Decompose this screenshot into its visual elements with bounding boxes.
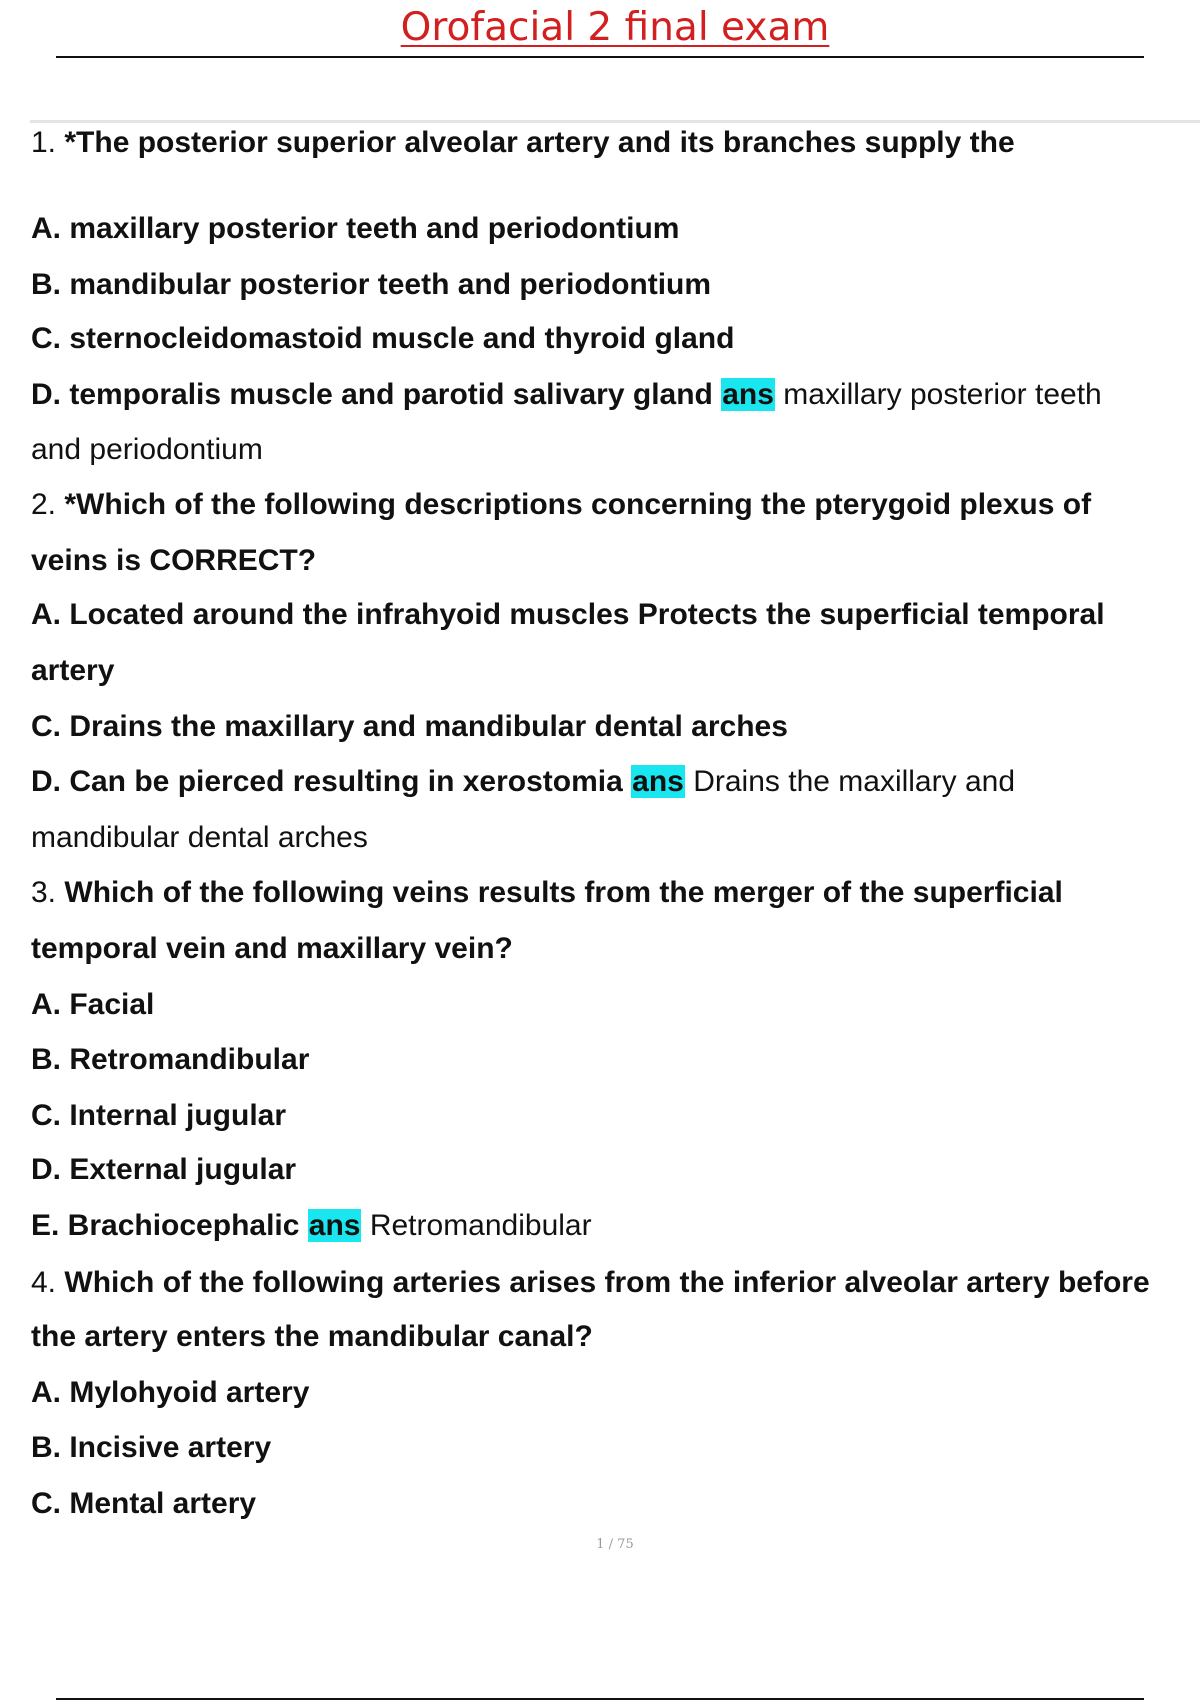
question-1-stem [31, 123, 1199, 163]
question-3-option-c: C. Internal jugular [31, 1099, 287, 1132]
question-4-stem-continuation: the artery enters the mandibular canal? [31, 1320, 593, 1353]
question-3-stem-continuation: temporal vein and maxillary vein? [31, 932, 513, 965]
answer-text: Retromandibular [369, 1209, 592, 1242]
page-number: 1 / 75 [596, 1537, 634, 1552]
question-4-option-c: C. Mental artery [31, 1487, 257, 1520]
question-4-stem [31, 1263, 1199, 1303]
answer-label-highlight: ans [722, 378, 774, 411]
question-4-option-b: B. Incisive artery [31, 1431, 272, 1464]
question-text: Which of the following veins results from the merger of the superficial [64, 876, 1063, 909]
document-title: Orofacial 2 final exam [400, 5, 830, 50]
question-2-option-d [31, 762, 1199, 802]
question-text: *The posterior superior alveolar artery and its branches supply the [64, 126, 1015, 159]
option-text: D. temporalis muscle and parotid salivary gland [31, 378, 713, 411]
answer-label-highlight: ans [308, 1209, 361, 1242]
question-number: 3. [31, 876, 57, 909]
answer-text: Drains the maxillary and [693, 765, 1015, 798]
question-2-stem-continuation: veins is CORRECT? [31, 544, 317, 577]
question-4-option-a: A. Mylohyoid artery [31, 1376, 310, 1409]
question-3-option-a: A. Facial [31, 988, 155, 1021]
question-number: 4. [31, 1266, 57, 1299]
option-text: E. Brachiocephalic [31, 1209, 300, 1242]
question-1-option-c: C. sternocleidomastoid muscle and thyroid gland [31, 322, 735, 355]
question-1-option-d [31, 375, 1199, 415]
question-1-option-a: A. maxillary posterior teeth and periodontium [31, 212, 680, 245]
question-text: Which of the following arteries arises from the inferior alveolar artery before [64, 1266, 1150, 1299]
title-underline-rule [56, 56, 1144, 58]
question-3-option-e [31, 1206, 1199, 1246]
question-2-option-c: C. Drains the maxillary and mandibular dental arches [31, 710, 788, 743]
question-text: *Which of the following descriptions concerning the pterygoid plexus of [64, 488, 1092, 521]
question-3-stem [31, 873, 1199, 913]
question-2-option-a-continuation: artery [31, 654, 115, 687]
answer-text: maxillary posterior teeth [783, 378, 1102, 411]
question-1-option-b: B. mandibular posterior teeth and periodontium [31, 268, 712, 301]
answer-label-highlight: ans [632, 765, 684, 798]
option-text: D. Can be pierced resulting in xerostomia [31, 765, 623, 798]
question-3-option-b: B. Retromandibular [31, 1043, 310, 1076]
question-2-option-a: A. Located around the infrahyoid muscles Protects the superficial temporal [31, 598, 1105, 631]
question-number: 1. [31, 126, 57, 159]
question-3-option-d: D. External jugular [31, 1153, 297, 1186]
question-1-answer-continuation: and periodontium [31, 433, 263, 466]
question-2-answer-continuation: mandibular dental arches [31, 821, 368, 854]
question-2-stem [31, 485, 1199, 525]
question-number: 2. [31, 488, 57, 521]
